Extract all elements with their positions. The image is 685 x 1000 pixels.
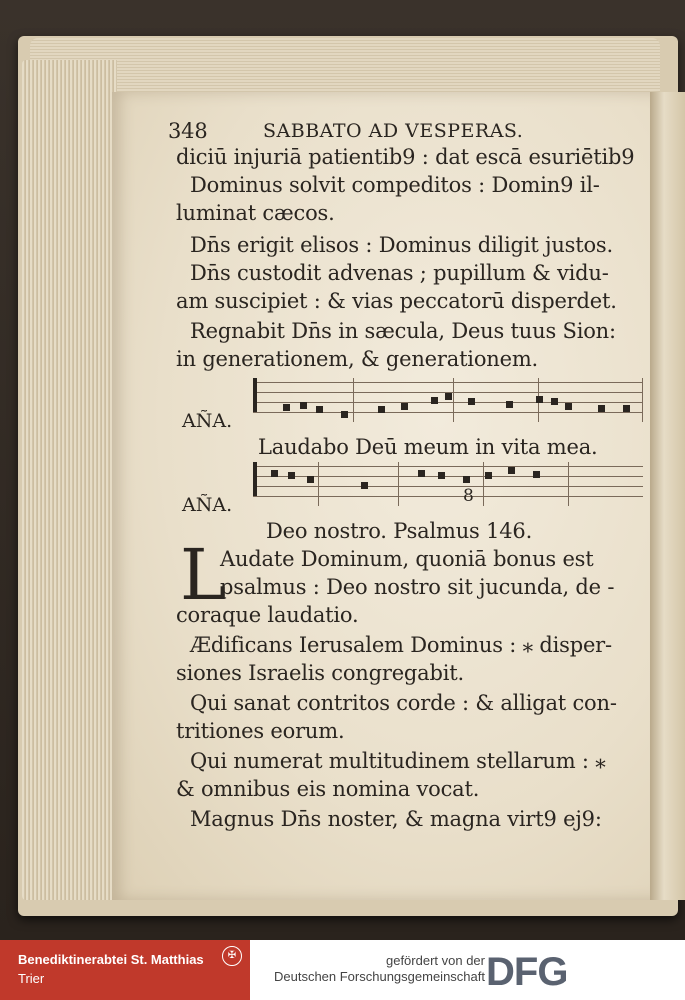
funding-line-2: Deutschen Forschungsgemeinschaft [273, 969, 485, 984]
text-line: & omnibus eis nomina vocat. [176, 777, 480, 801]
text-line: Audate Dominum, quoniā bonus est [220, 547, 594, 571]
funding-note [274, 953, 485, 985]
text-line: luminat cæcos. [176, 201, 335, 225]
music-staff-2 [253, 462, 643, 506]
institution-banner[interactable] [0, 940, 250, 1000]
institution-city: Trier [18, 971, 45, 986]
text-line: siones Israelis congregabit. [176, 661, 464, 685]
institution-name: Benediktinerabtei St. Matthias [18, 952, 204, 967]
drop-cap-initial: L [180, 534, 227, 616]
text-line: coraque laudatio. [176, 603, 359, 627]
text-line: Dn̄s custodit advenas ; pupillum & vidu- [190, 261, 609, 285]
running-header [168, 118, 524, 144]
clef-mark [253, 378, 257, 412]
text-line: Regnabit Dn̄s in sæcula, Deus tuus Sion: [190, 319, 616, 343]
text-line: Qui numerat multitudinem stellarum : ⁎ [190, 749, 606, 773]
text-line: psalmus : Deo nostro sit jucunda, de - [220, 575, 615, 599]
running-title: SABBATO AD VESPERAS. [263, 120, 524, 142]
text-line: tritiones eorum. [176, 719, 345, 743]
abbey-logo-icon: ✠ [222, 946, 242, 966]
page-gutter [650, 92, 685, 900]
text-line: Dn̄s erigit elisos : Dominus diligit justos. [190, 233, 613, 257]
dfg-logo[interactable]: DFG [486, 950, 568, 994]
funding-line-1: gefördert von der [385, 953, 485, 968]
music-staff-1 [253, 378, 643, 422]
psalm-heading: Deo nostro. Psalmus 146. [266, 519, 533, 543]
page-edges-side [22, 60, 117, 900]
text-line: Dominus solvit compeditos : Domin9 il- [190, 173, 600, 197]
footer-bar [0, 940, 685, 1000]
text-line: Magnus Dn̄s noster, & magna virt9 ej9: [190, 807, 602, 831]
clef-mark [253, 462, 257, 496]
text-line: Qui sanat contritos corde : & alligat con- [190, 691, 617, 715]
text-line: diciū injuriā patientib9 : dat escā esuriētib9 [176, 145, 635, 169]
antiphon-label: AÑA. [182, 410, 233, 432]
page-edges-top [30, 38, 660, 98]
antiphon-text: Laudabo Deū meum in vita mea. [258, 435, 598, 459]
text-line: am suscipiet : & vias peccatorū disperdet. [176, 289, 617, 313]
text-line: in generationem, & generationem. [176, 347, 539, 371]
antiphon-label: AÑA. [182, 494, 233, 516]
page-number: 348 [168, 119, 208, 143]
text-line: Ædificans Ierusalem Dominus : ⁎ disper- [190, 633, 612, 657]
mode-number: 8 [463, 486, 474, 506]
